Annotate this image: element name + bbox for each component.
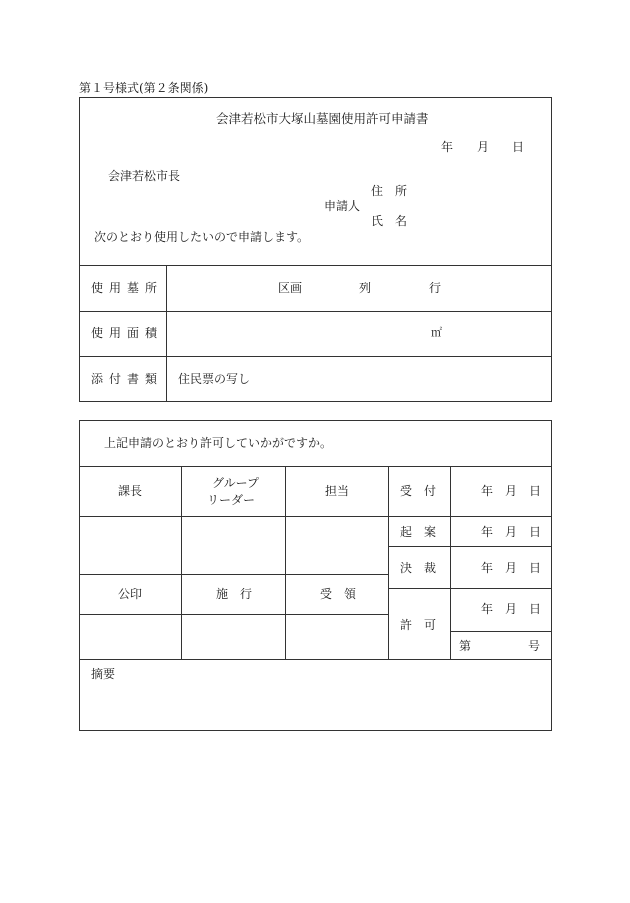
applicant-label: 申請人	[324, 199, 361, 213]
divider	[285, 466, 286, 659]
number-suffix: 号	[528, 639, 541, 653]
divider	[450, 466, 451, 659]
divider	[79, 659, 552, 660]
approval-statement: 上記申請のとおり許可していかがですか。	[104, 436, 333, 450]
group-header: グループ	[212, 476, 260, 490]
divider	[450, 631, 552, 632]
received-date: 年 月 日	[481, 484, 542, 498]
divider	[79, 614, 388, 615]
column-label: 列	[359, 281, 372, 295]
divider	[388, 466, 389, 659]
draft-date: 年 月 日	[481, 525, 542, 539]
official-seal-header: 公印	[118, 587, 143, 601]
area-unit: ㎡	[431, 326, 442, 339]
divider	[79, 516, 552, 517]
summary-label: 摘要	[91, 667, 116, 681]
divider	[388, 588, 552, 589]
area-label: 使用面積	[91, 326, 164, 340]
plot-label: 使用墓所	[91, 281, 164, 295]
decision-label: 決 裁	[400, 561, 437, 575]
divider	[388, 546, 552, 547]
addressee: 会津若松市長	[108, 169, 181, 183]
section-chief-header: 課長	[118, 484, 143, 498]
divider	[166, 265, 167, 402]
form-title: 会津若松市大塚山墓園使用許可申請書	[216, 111, 429, 126]
permit-date: 年 月 日	[481, 602, 542, 616]
divider	[79, 574, 388, 575]
decision-date: 年 月 日	[481, 561, 542, 575]
divider	[181, 466, 182, 659]
received-label: 受 付	[400, 484, 437, 498]
date-day-label: 日	[512, 140, 525, 154]
section-label: 区画	[278, 281, 303, 295]
divider	[79, 466, 552, 467]
permit-label: 許 可	[400, 618, 437, 632]
attachments-value: 住民票の写し	[178, 372, 251, 386]
row-label: 行	[429, 281, 442, 295]
staff-header: 担当	[325, 484, 350, 498]
receipt-header: 受 領	[320, 587, 357, 601]
number-prefix: 第	[459, 639, 472, 653]
draft-label: 起 案	[400, 525, 437, 539]
leader-header: リーダー	[207, 493, 256, 507]
date-year-label: 年	[441, 140, 454, 154]
statement: 次のとおり使用したいので申請します。	[94, 230, 310, 244]
enforcement-header: 施 行	[216, 587, 253, 601]
name-label: 氏 名	[371, 214, 408, 228]
attachments-label: 添付書類	[91, 372, 164, 386]
form-number: 第１号様式(第２条関係)	[79, 81, 209, 95]
divider	[79, 356, 552, 357]
divider	[79, 311, 552, 312]
date-month-label: 月	[477, 140, 490, 154]
divider	[79, 265, 552, 266]
address-label: 住 所	[371, 184, 408, 198]
